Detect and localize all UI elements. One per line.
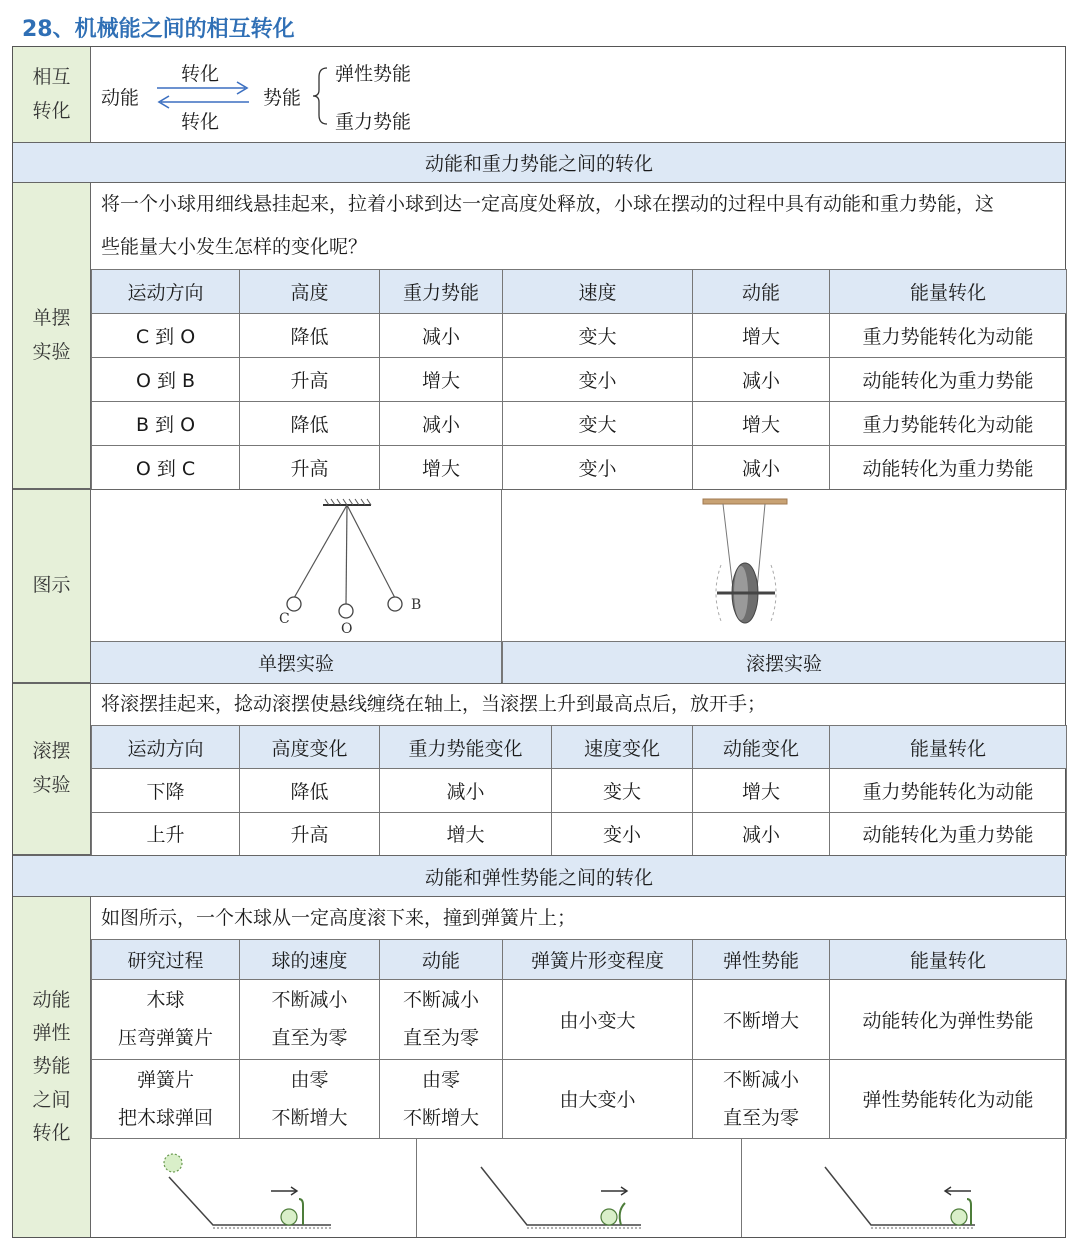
point-c-label: C bbox=[279, 611, 290, 627]
header-cell: 重力势能变化 bbox=[380, 726, 552, 769]
table-cell: 重力势能转化为动能 bbox=[830, 314, 1067, 358]
table-cell bbox=[240, 980, 380, 1060]
table-row bbox=[92, 1059, 1067, 1139]
cell-line: 把木球弹回 bbox=[117, 1106, 213, 1129]
gravity-text: 重力势能 bbox=[335, 111, 412, 133]
table-cell: 增大 bbox=[693, 769, 830, 812]
cell-line: 不断增大 bbox=[402, 1106, 479, 1129]
kinetic-text: 动能 bbox=[101, 87, 140, 109]
label-line: 滚摆 bbox=[32, 740, 71, 763]
rolling-label bbox=[13, 683, 91, 855]
pendulum-intro bbox=[91, 183, 1065, 269]
potential-text: 势能 bbox=[263, 87, 302, 109]
table-cell bbox=[693, 1059, 830, 1139]
label-line: 转化 bbox=[32, 1121, 71, 1144]
label-line: 单摆 bbox=[32, 307, 71, 330]
table-row bbox=[92, 980, 1067, 1060]
pendulum-label bbox=[13, 183, 91, 489]
cell-line: 压弯弹簧片 bbox=[117, 1027, 213, 1050]
figure-label bbox=[13, 489, 91, 683]
header-cell: 球的速度 bbox=[240, 940, 380, 980]
table-row bbox=[92, 769, 1067, 812]
table-row bbox=[92, 358, 1067, 402]
table-header-row bbox=[92, 940, 1067, 980]
header-cell: 高度变化 bbox=[240, 726, 380, 769]
table-row bbox=[92, 812, 1067, 855]
header-cell: 动能 bbox=[693, 270, 830, 314]
row-divider bbox=[13, 489, 1065, 490]
intro-line: 些能量大小发生怎样的变化呢？ bbox=[101, 236, 368, 258]
table-cell: 减小 bbox=[380, 402, 503, 446]
page-title: 28、机械能之间的相互转化 bbox=[22, 17, 295, 42]
table-cell: 减小 bbox=[693, 812, 830, 855]
figure-divider bbox=[416, 1139, 417, 1237]
table-cell: 增大 bbox=[380, 358, 503, 402]
table-row bbox=[92, 402, 1067, 446]
rolling-section bbox=[91, 683, 1065, 855]
table-header-row bbox=[92, 270, 1067, 314]
table-cell: 增大 bbox=[380, 446, 503, 490]
section-title-gravity: 动能和重力势能之间的转化 bbox=[13, 143, 1065, 183]
header-cell: 高度 bbox=[240, 270, 380, 314]
header-cell: 速度变化 bbox=[552, 726, 693, 769]
table-row bbox=[92, 314, 1067, 358]
pendulum-table bbox=[91, 269, 1067, 490]
cell-line: 不断减小 bbox=[271, 989, 348, 1012]
spring-figure-2-icon bbox=[471, 1147, 711, 1233]
point-o-label: O bbox=[341, 621, 353, 635]
row-divider bbox=[13, 683, 1065, 684]
caption-pendulum: 单摆实验 bbox=[91, 641, 501, 683]
rolling-intro: 将滚摆挂起来，捻动滚摆使悬线缠绕在轴上，当滚摆上升到最高点后，放开手； bbox=[101, 693, 767, 715]
table-cell: 增大 bbox=[380, 812, 552, 855]
cell-line: 木球 bbox=[146, 989, 185, 1012]
pendulum-section bbox=[91, 183, 1065, 489]
table-cell: 升高 bbox=[240, 358, 380, 402]
arrow-bottom-text: 转化 bbox=[181, 111, 220, 133]
table-cell: 增大 bbox=[693, 314, 830, 358]
table-cell bbox=[380, 1059, 503, 1139]
elastic-intro: 如图所示，一个木球从一定高度滚下来，撞到弹簧片上； bbox=[101, 907, 577, 929]
table-cell: 由小变大 bbox=[503, 980, 693, 1060]
figure-section bbox=[91, 489, 1065, 683]
rolling-table bbox=[91, 725, 1067, 856]
table-cell: 下降 bbox=[92, 769, 240, 812]
cell-line: 弹簧片 bbox=[136, 1068, 194, 1091]
table-cell: 变大 bbox=[503, 402, 693, 446]
header-cell: 能量转化 bbox=[830, 726, 1067, 769]
cell-line: 不断减小 bbox=[402, 989, 479, 1012]
table-cell: 增大 bbox=[693, 402, 830, 446]
simple-pendulum-icon bbox=[181, 495, 441, 635]
elastic-section bbox=[91, 897, 1065, 1237]
table-cell: 降低 bbox=[240, 314, 380, 358]
table-cell: C 到 O bbox=[92, 314, 240, 358]
header-cell: 速度 bbox=[503, 270, 693, 314]
table-cell bbox=[380, 980, 503, 1060]
cell-line: 由零 bbox=[421, 1068, 460, 1091]
table-cell: O 到 B bbox=[92, 358, 240, 402]
table-header-row bbox=[92, 726, 1067, 769]
table-cell: 减小 bbox=[693, 446, 830, 490]
table-cell: 重力势能转化为动能 bbox=[830, 402, 1067, 446]
table-cell: B 到 O bbox=[92, 402, 240, 446]
table-cell: 上升 bbox=[92, 812, 240, 855]
elastic-label bbox=[13, 897, 91, 1237]
mutual-diagram bbox=[91, 47, 1065, 143]
table-cell: 变大 bbox=[552, 769, 693, 812]
cell-line: 不断减小 bbox=[722, 1068, 799, 1091]
table-cell: 升高 bbox=[240, 812, 380, 855]
label-line: 图示 bbox=[32, 573, 71, 596]
header-cell: 弹簧片形变程度 bbox=[503, 940, 693, 980]
table-cell: 弹性势能转化为动能 bbox=[830, 1059, 1067, 1139]
table-cell: 动能转化为重力势能 bbox=[830, 812, 1067, 855]
table-cell: 由大变小 bbox=[503, 1059, 693, 1139]
label-line: 转化 bbox=[32, 99, 71, 122]
point-b-label: B bbox=[411, 597, 422, 613]
table-cell bbox=[240, 1059, 380, 1139]
label-line: 相互 bbox=[32, 66, 71, 89]
header-cell: 运动方向 bbox=[92, 270, 240, 314]
table-cell: 减小 bbox=[380, 314, 503, 358]
arrow-top-text: 转化 bbox=[181, 63, 220, 85]
table-cell: 重力势能转化为动能 bbox=[830, 769, 1067, 812]
table-cell: 变小 bbox=[552, 812, 693, 855]
header-cell: 弹性势能 bbox=[693, 940, 830, 980]
content-frame bbox=[12, 46, 1066, 1238]
label-line: 弹性 bbox=[32, 1022, 71, 1045]
header-cell: 动能变化 bbox=[693, 726, 830, 769]
header-cell: 能量转化 bbox=[830, 270, 1067, 314]
cell-line: 不断增大 bbox=[271, 1106, 348, 1129]
label-line: 动能 bbox=[32, 988, 71, 1011]
table-cell: 降低 bbox=[240, 402, 380, 446]
table-cell bbox=[92, 1059, 240, 1139]
table-cell: 不断增大 bbox=[693, 980, 830, 1060]
header-cell: 能量转化 bbox=[830, 940, 1067, 980]
table-cell: 动能转化为重力势能 bbox=[830, 358, 1067, 402]
header-cell: 重力势能 bbox=[380, 270, 503, 314]
table-cell: 降低 bbox=[240, 769, 380, 812]
cell-line: 由零 bbox=[290, 1068, 329, 1091]
elastic-text: 弹性势能 bbox=[335, 63, 412, 85]
header-cell: 动能 bbox=[380, 940, 503, 980]
table-cell bbox=[92, 980, 240, 1060]
section-title-elastic: 动能和弹性势能之间的转化 bbox=[13, 855, 1065, 897]
cell-line: 直至为零 bbox=[271, 1027, 348, 1050]
table-cell: 变大 bbox=[503, 314, 693, 358]
spring-figure-1-icon bbox=[131, 1147, 371, 1233]
table-cell: 升高 bbox=[240, 446, 380, 490]
brace-icon bbox=[311, 65, 331, 127]
rolling-pendulum-icon bbox=[681, 493, 801, 643]
header-cell: 运动方向 bbox=[92, 726, 240, 769]
mutual-label bbox=[13, 47, 91, 143]
table-row bbox=[92, 446, 1067, 490]
label-line: 实验 bbox=[32, 773, 71, 796]
label-line: 实验 bbox=[32, 340, 71, 363]
elastic-table bbox=[91, 939, 1067, 1139]
header-cell: 研究过程 bbox=[92, 940, 240, 980]
table-cell: 变小 bbox=[503, 358, 693, 402]
label-line: 之间 bbox=[32, 1088, 71, 1111]
cell-line: 直至为零 bbox=[402, 1027, 479, 1050]
intro-line: 将一个小球用细线悬挂起来，拉着小球到达一定高度处释放，小球在摆动的过程中具有动能和重力势能，这 bbox=[101, 193, 995, 215]
table-cell: 减小 bbox=[380, 769, 552, 812]
caption-rolling: 滚摆实验 bbox=[502, 641, 1065, 683]
table-cell: 变小 bbox=[503, 446, 693, 490]
table-cell: 减小 bbox=[693, 358, 830, 402]
figure-divider bbox=[741, 1139, 742, 1237]
cell-line: 直至为零 bbox=[722, 1106, 799, 1129]
table-cell: 动能转化为弹性势能 bbox=[830, 980, 1067, 1060]
table-cell: 动能转化为重力势能 bbox=[830, 446, 1067, 490]
spring-figure-3-icon bbox=[811, 1147, 1051, 1233]
label-line: 势能 bbox=[32, 1055, 71, 1078]
table-cell: O 到 C bbox=[92, 446, 240, 490]
